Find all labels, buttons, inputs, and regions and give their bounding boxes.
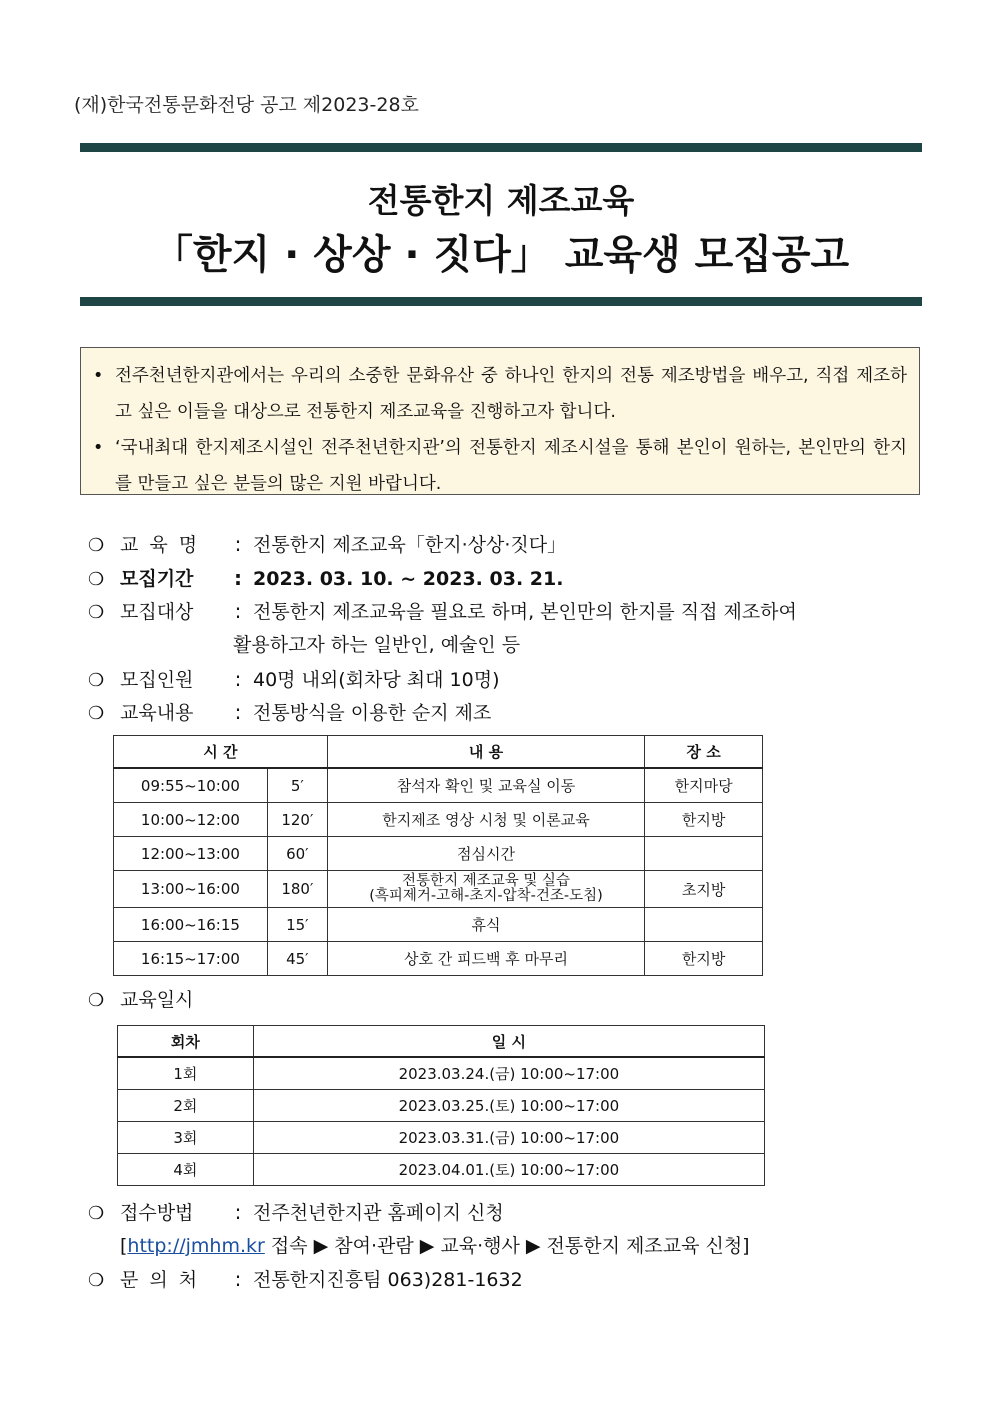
info-colon: : [234,700,242,724]
table-row [118,1154,765,1186]
cell-session: 2회 [118,1090,254,1122]
info-label: 모집인원 [120,669,194,691]
header-time: 시 간 [114,736,328,769]
homepage-link[interactable]: http://jmhm.kr [127,1235,265,1257]
cell-datetime: 2023.03.25.(토) 10:00~17:00 [253,1090,764,1122]
info-capacity [88,665,499,692]
header-session: 회차 [118,1026,254,1058]
cell-session: 4회 [118,1154,254,1186]
table-row [114,803,763,837]
info-label: 교육일시 [120,989,194,1011]
header-datetime: 일 시 [253,1026,764,1058]
circle-marker-icon: ❍ [88,569,105,590]
path-bracket: [ [120,1235,128,1257]
dates-table [117,1025,765,1186]
cell-time: 10:00~12:00 [114,803,268,837]
info-label: 모집대상 [120,601,194,623]
cell-time: 16:15~17:00 [114,942,268,976]
header-place: 장 소 [645,736,763,769]
apply-path [120,1231,750,1258]
cell-duration: 60′ [267,837,327,871]
circle-marker-icon: ❍ [88,1270,105,1291]
cell-datetime: 2023.03.31.(금) 10:00~17:00 [253,1122,764,1154]
cell-content: 휴식 [327,908,644,942]
cell-content [327,871,644,908]
table-row [114,871,763,908]
table-row [118,1057,765,1090]
table-header-row [114,736,763,769]
info-label: 모집기간 [120,568,194,590]
info-value: 전통한지 제조교육을 필요로 하며, 본인만의 한지를 직접 제조하여 [253,601,797,623]
schedule-table [113,735,763,976]
cell-duration: 15′ [267,908,327,942]
intro-text: 전주천년한지관에서는 우리의 소중한 문화유산 중 하나인 한지의 전통 제조방법을 배우고, 직접 제조하고 싶은 이들을 대상으로 전통한지 제조교육을 진행하고자 합니다. [115,366,907,422]
info-target [88,597,797,624]
cell-datetime: 2023.03.24.(금) 10:00~17:00 [253,1057,764,1090]
info-value: 활용하고자 하는 일반인, 예술인 등 [233,634,521,656]
cell-place: 한지방 [645,942,763,976]
cell-time: 13:00~16:00 [114,871,268,908]
notice-number: (재)한국전통문화전당 공고 제2023-28호 [74,94,419,116]
cell-time: 09:55~10:00 [114,768,268,803]
cell-place: 초지방 [645,871,763,908]
circle-marker-icon: ❍ [88,703,105,724]
table-header-row [118,1026,765,1058]
title-top-rule [80,143,922,152]
cell-content: 점심시간 [327,837,644,871]
cell-place: 한지마당 [645,768,763,803]
cell-place: 한지방 [645,803,763,837]
cell-duration: 5′ [267,768,327,803]
info-label: 교육명 [120,534,209,556]
cell-duration: 120′ [267,803,327,837]
header-content: 내 용 [327,736,644,769]
table-row [114,942,763,976]
circle-marker-icon: ❍ [88,1203,105,1224]
path-text: 접속 ▶ 참여·관람 ▶ 교육·행사 ▶ 전통한지 제조교육 신청] [264,1235,750,1257]
info-value: 전주천년한지관 홈페이지 신청 [253,1202,504,1224]
cell-content: 상호 간 피드백 후 마무리 [327,942,644,976]
info-label: 접수방법 [120,1202,194,1224]
bullet-icon: • [93,438,104,458]
cell-session: 3회 [118,1122,254,1154]
circle-marker-icon: ❍ [88,990,105,1011]
page-title-line1: 전통한지 제조교육 [367,181,635,220]
info-dates [88,985,223,1012]
info-content [88,698,491,725]
circle-marker-icon: ❍ [88,602,105,623]
cell-place [645,837,763,871]
cell-content: 한지제조 영상 시청 및 이론교육 [327,803,644,837]
info-period [88,564,563,591]
info-contact [88,1265,523,1292]
cell-place [645,908,763,942]
cell-session: 1회 [118,1057,254,1090]
table-row [114,837,763,871]
intro-box [80,347,920,495]
table-row [118,1090,765,1122]
info-colon: : [234,532,242,556]
info-target-cont [233,630,520,657]
info-apply [88,1198,504,1225]
cell-time: 12:00~13:00 [114,837,268,871]
cell-content-main: 전통한지 제조교육 및 실습 [402,873,570,889]
intro-text: ‘국내최대 한지제조시설인 전주천년한지관’의 전통한지 제조시설을 통해 본인이 원하는, 본인만의 한지를 만들고 싶은 분들의 많은 지원 바랍니다. [115,438,907,494]
cell-content: 참석자 확인 및 교육실 이동 [327,768,644,803]
title-bottom-rule [80,297,922,306]
table-row [118,1122,765,1154]
info-value: 전통방식을 이용한 순지 제조 [253,702,492,724]
info-colon: : [234,667,242,691]
info-course [88,530,566,557]
info-value: 전통한지진흥팀 063)281-1632 [253,1269,523,1291]
intro-item [93,358,907,430]
circle-marker-icon: ❍ [88,535,105,556]
info-value: 40명 내외(회차당 최대 10명) [253,669,500,691]
cell-duration: 180′ [267,871,327,908]
cell-content-sub: (흑피제거-고해-초지-압착-건조-도침) [369,888,603,904]
table-row [114,908,763,942]
info-value: 전통한지 제조교육「한지·상상·짓다」 [253,534,567,556]
info-value: 2023. 03. 10. ~ 2023. 03. 21. [253,568,564,590]
intro-item [93,430,907,502]
cell-time: 16:00~16:15 [114,908,268,942]
info-colon: : [234,566,242,590]
bullet-icon: • [93,366,104,386]
table-row [114,768,763,803]
cell-duration: 45′ [267,942,327,976]
page-title-line2: 「한지 · 상상 · 짓다」 교육생 모집공고 [152,232,850,278]
cell-datetime: 2023.04.01.(토) 10:00~17:00 [253,1154,764,1186]
circle-marker-icon: ❍ [88,670,105,691]
info-colon: : [234,1267,242,1291]
info-label: 문의처 [120,1269,209,1291]
info-label: 교육내용 [120,702,194,724]
info-colon: : [234,1200,242,1224]
info-colon: : [234,599,242,623]
